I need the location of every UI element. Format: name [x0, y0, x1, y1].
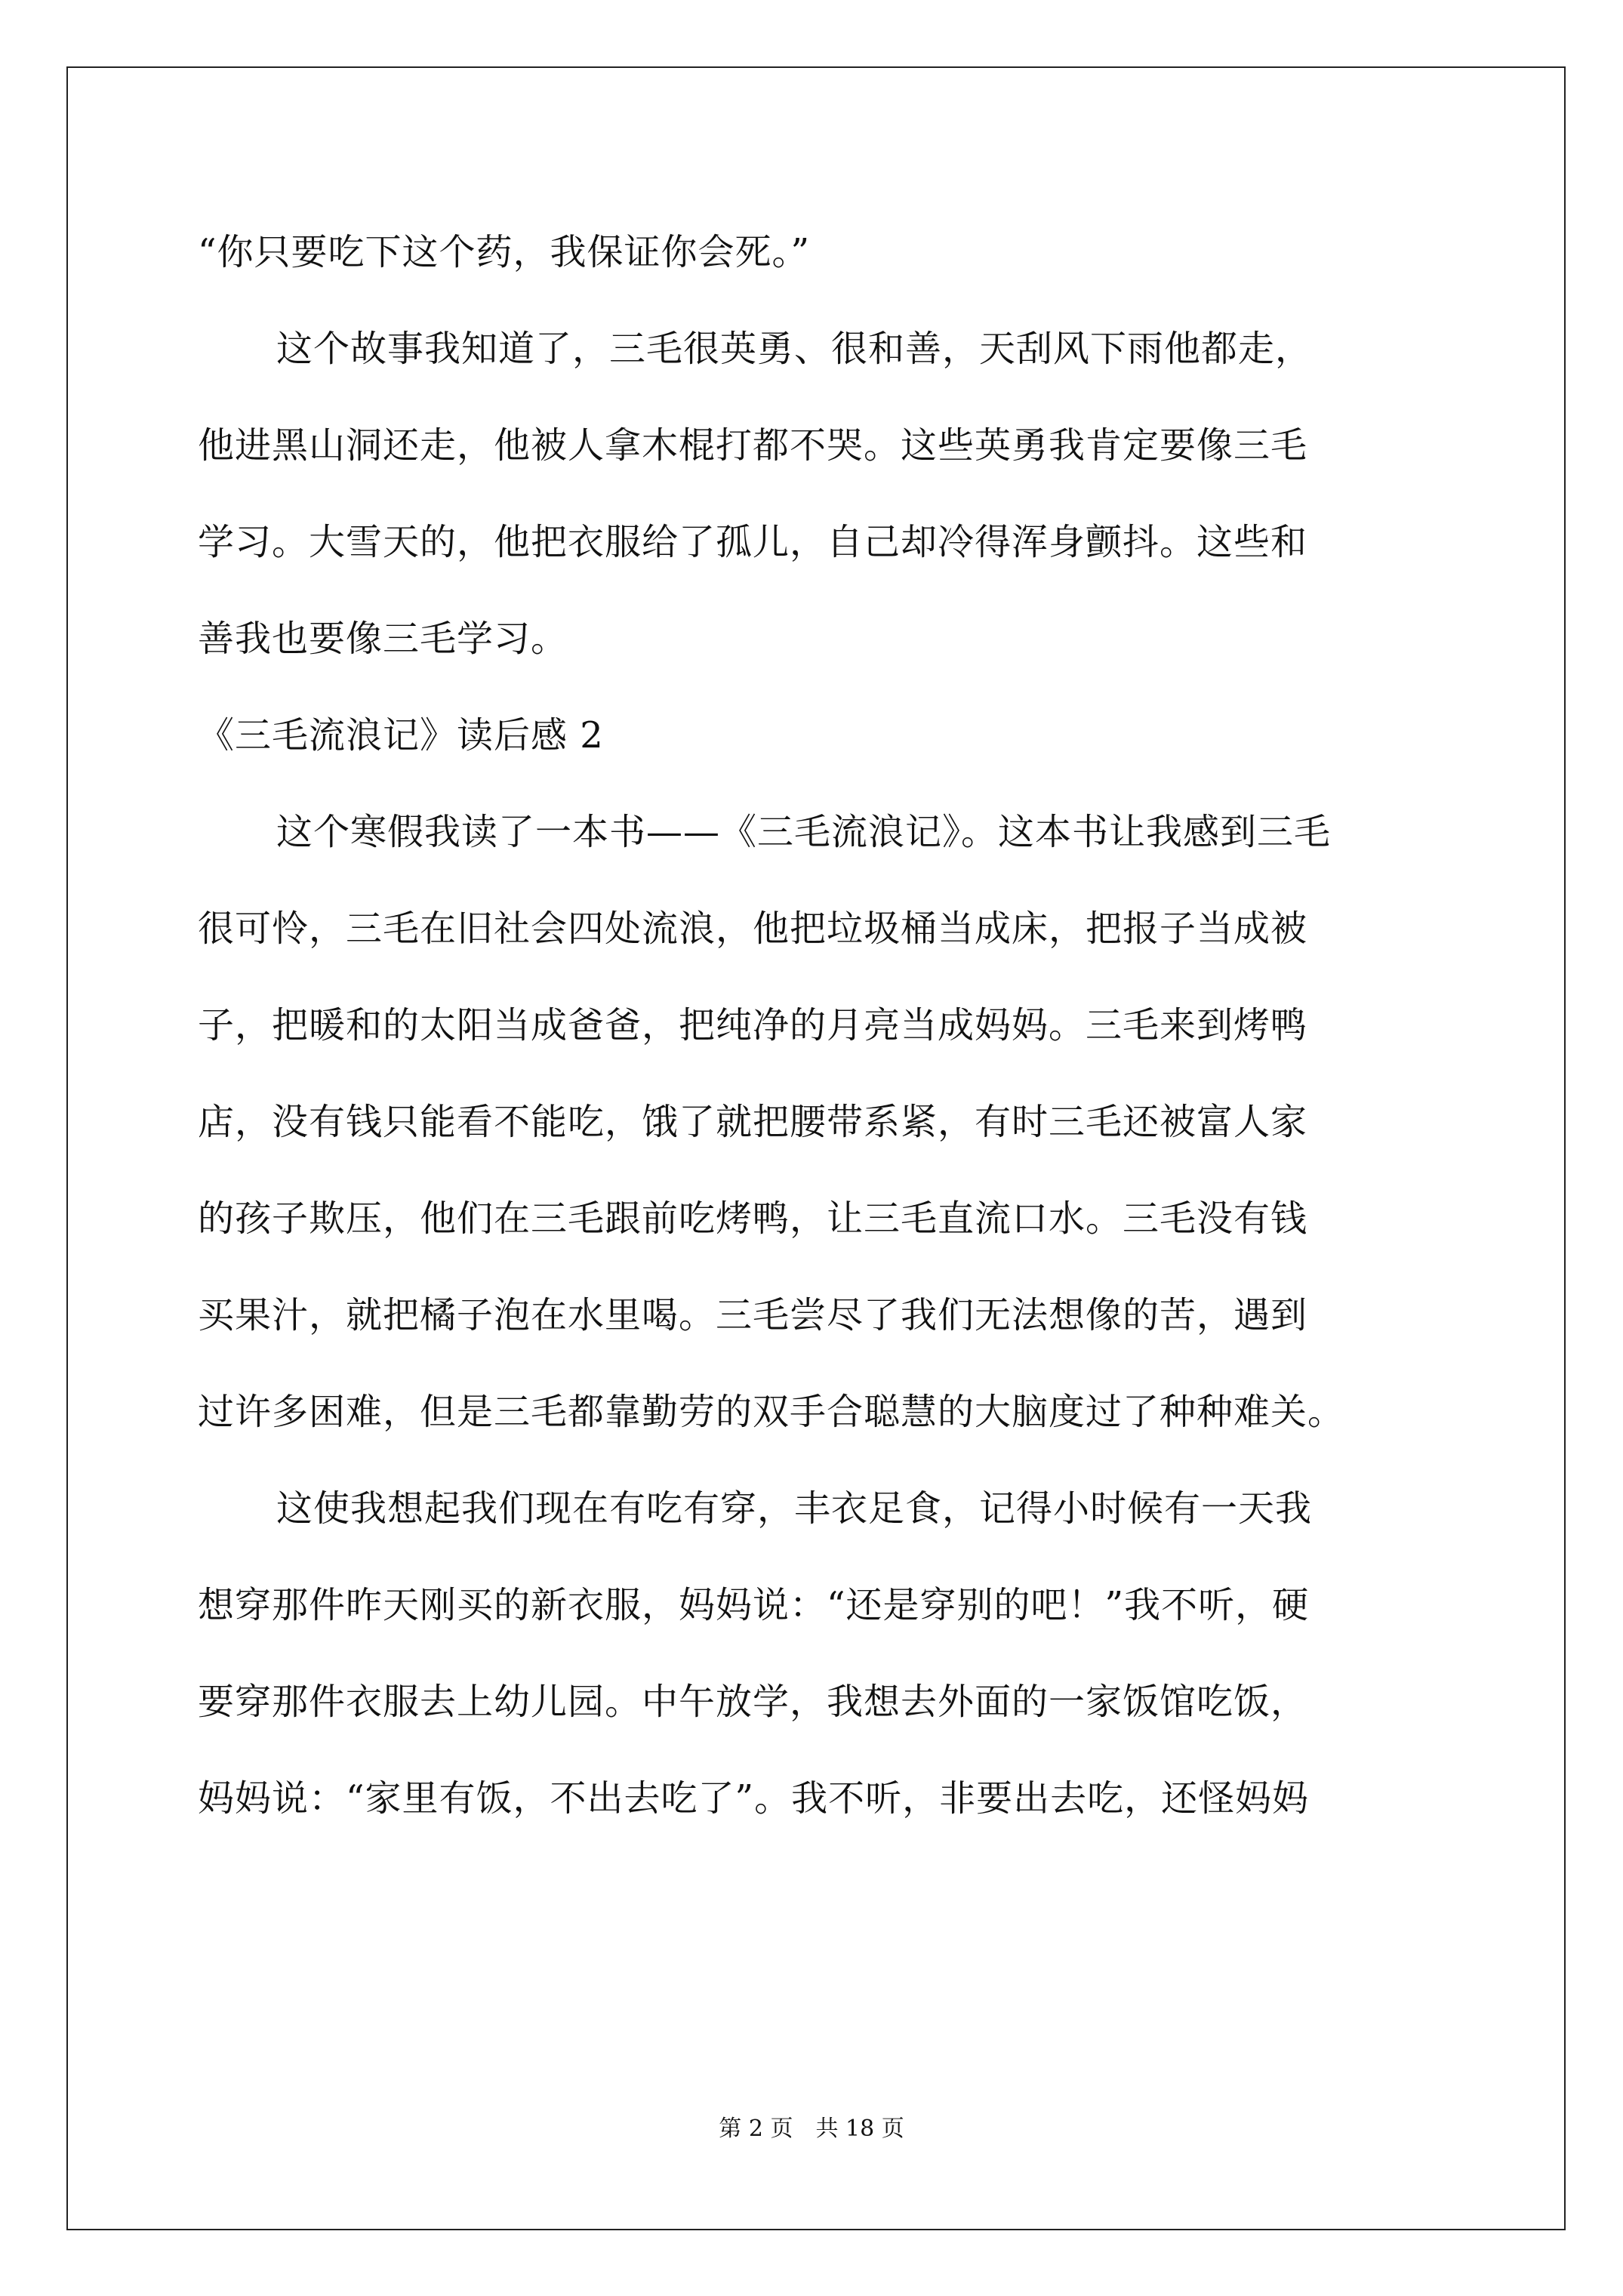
text-line: 想穿那件昨天刚买的新衣服，妈妈说：“还是穿别的吧！”我不听，硬	[198, 1584, 1310, 1626]
text-line: 学习。大雪天的，他把衣服给了孤儿，自己却冷得浑身颤抖。这些和	[198, 521, 1308, 563]
page-number-footer: 第 2 页 共 18 页	[719, 2116, 904, 2142]
text-line: 要穿那件衣服去上幼儿园。中午放学，我想去外面的一家饭馆吃饭，	[198, 1681, 1308, 1723]
text-line: 店，没有钱只能看不能吃，饿了就把腰带系紧，有时三毛还被富人家	[198, 1101, 1308, 1143]
text-line: 妈妈说：“家里有饭，不出去吃了”。我不听，非要出去吃，还怪妈妈	[198, 1777, 1310, 1820]
text-line: 这个寒假我读了一本书——《三毛流浪记》。这本书让我感到三毛	[276, 811, 1332, 853]
text-line: 买果汁，就把橘子泡在水里喝。三毛尝尽了我们无法想像的苦，遇到	[198, 1294, 1308, 1336]
text-line: 他进黑山洞还走，他被人拿木棍打都不哭。这些英勇我肯定要像三毛	[198, 424, 1308, 467]
text-line: 的孩子欺压，他们在三毛跟前吃烤鸭，让三毛直流口水。三毛没有钱	[198, 1197, 1308, 1240]
text-line: 很可怜，三毛在旧社会四处流浪，他把垃圾桶当成床，把报子当成被	[198, 908, 1308, 950]
text-line: 子，把暖和的太阳当成爸爸，把纯净的月亮当成妈妈。三毛来到烤鸭	[198, 1004, 1308, 1046]
text-line: “你只要吃下这个药，我保证你会死。”	[198, 231, 811, 273]
section-heading: 《三毛流浪记》读后感 2	[198, 714, 604, 757]
text-line: 善我也要像三毛学习。	[198, 618, 568, 660]
text-line: 这个故事我知道了，三毛很英勇、很和善，天刮风下雨他都走，	[276, 328, 1313, 370]
text-line: 过许多困难，但是三毛都靠勤劳的双手合聪慧的大脑度过了种种难关。	[198, 1391, 1345, 1433]
document-body	[198, 204, 1440, 1847]
text-line: 这使我想起我们现在有吃有穿，丰衣足食，记得小时候有一天我	[276, 1487, 1313, 1530]
